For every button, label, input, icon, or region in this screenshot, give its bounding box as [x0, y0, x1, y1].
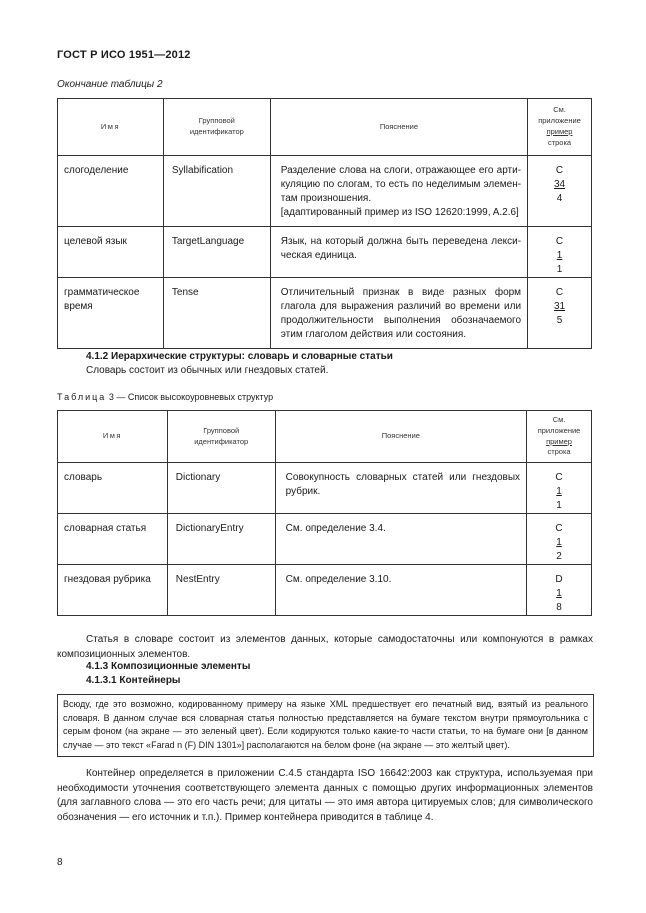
- table-header-row: [58, 411, 592, 463]
- cell-explanation: См. определение 3.4.: [275, 514, 526, 565]
- paragraph-container: Контейнер определяется в приложении C.4.5 стандарта ISO 16642:2003 как структура, используемая при необходимости уточнения соответствующего элемента данных с помощью других информационных элементов (для заглавного слова — это его часть речи; для цитаты — это имя автора цитируемых слов; для символического обозначения — его источник и т.п.). Пример контейнера приводится в таблице 4.: [57, 768, 593, 823]
- cell-appendix: C 1 1: [528, 227, 592, 278]
- section-heading-4-1-3: 4.1.3 Композиционные элементы: [86, 661, 251, 672]
- section-heading-4-1-2: 4.1.2 Иерархические структуры: словарь и словарные статьи: [86, 351, 393, 362]
- table3-caption: Таблица 3 — Список высокоуровневых структур: [57, 392, 274, 402]
- cell-name: словарная статья: [58, 514, 168, 565]
- cell-explanation: Отличительный признак в виде разных форм глагола для выражения различий во времени или продолжительности выполнения обозначаемого этим глаголом действия или состояния.: [270, 278, 527, 349]
- table-2: [57, 98, 592, 349]
- cell-appendix: D 1 8: [527, 565, 592, 616]
- cell-explanation: Разделение слова на слоги, отражающее его артикуляцию по слогам, то есть по неделимым элементам произношения. [адаптированный пример из ISO 12620:1999, A.2.6]: [270, 156, 527, 227]
- cell-name: целевой язык: [58, 227, 164, 278]
- cell-id: TargetLanguage: [163, 227, 270, 278]
- table-row: [58, 565, 592, 616]
- table-row: [58, 156, 592, 227]
- section-heading-4-1-3-1: 4.1.3.1 Контейнеры: [86, 675, 181, 686]
- table-3: [57, 410, 592, 616]
- cell-appendix: C 34 4: [528, 156, 592, 227]
- header-explanation: Пояснение: [270, 99, 527, 156]
- table-row: [58, 227, 592, 278]
- cell-name: словарь: [58, 463, 168, 514]
- section-text-4-1-2: Словарь состоит из обычных или гнездовых статей.: [86, 365, 329, 376]
- header-appendix: См. приложение пример строка: [527, 411, 592, 463]
- cell-explanation: Язык, на который должна быть переведена лексическая единица.: [270, 227, 527, 278]
- header-name: Имя: [58, 411, 168, 463]
- header-group-id: Групповой идентификатор: [163, 99, 270, 156]
- table2-caption: Окончание таблицы 2: [57, 79, 163, 90]
- cell-id: NestEntry: [167, 565, 275, 616]
- cell-id: Syllabification: [163, 156, 270, 227]
- cell-name: гнездовая рубрика: [58, 565, 168, 616]
- paragraph-elements: Статья в словаре состоит из элементов данных, которые самодостаточны или компонуются в рамках композиционных элементов.: [57, 634, 593, 660]
- document-standard-title: ГОСТ Р ИСО 1951—2012: [57, 49, 191, 61]
- page-number: 8: [57, 857, 63, 868]
- cell-appendix: C 1 2: [527, 514, 592, 565]
- header-group-id: Групповой идентификатор: [167, 411, 275, 463]
- table-row: [58, 463, 592, 514]
- cell-appendix: C 31 5: [528, 278, 592, 349]
- cell-name: слогоделение: [58, 156, 164, 227]
- cell-appendix: C 1 1: [527, 463, 592, 514]
- cell-explanation: См. определение 3.10.: [275, 565, 526, 616]
- header-appendix: См. приложение пример строка: [528, 99, 592, 156]
- cell-explanation: Совокупность словарных статей или гнездовых рубрик.: [275, 463, 526, 514]
- table-row: [58, 278, 592, 349]
- table-header-row: [58, 99, 592, 156]
- cell-id: Dictionary: [167, 463, 275, 514]
- cell-name: грамматическое время: [58, 278, 164, 349]
- header-explanation: Пояснение: [275, 411, 526, 463]
- table-row: [58, 514, 592, 565]
- header-name: Имя: [58, 99, 164, 156]
- cell-id: DictionaryEntry: [167, 514, 275, 565]
- cell-id: Tense: [163, 278, 270, 349]
- note-box: Всюду, где это возможно, кодированному примеру на языке XML предшествует его печатный вид, взятый из реального словаря. В данном случае вся словарная статья полностью представляется на бумаге текстом внутри прямоугольника с серым фоном (на экране — это зеленый цвет). Если кодируются только какие-то части статьи, то на бумаге они [в данном случае — это текст «Farad n (F) DIN 1301»] располагаются на белом фоне (на экране — это желтый цвет).: [57, 694, 594, 757]
